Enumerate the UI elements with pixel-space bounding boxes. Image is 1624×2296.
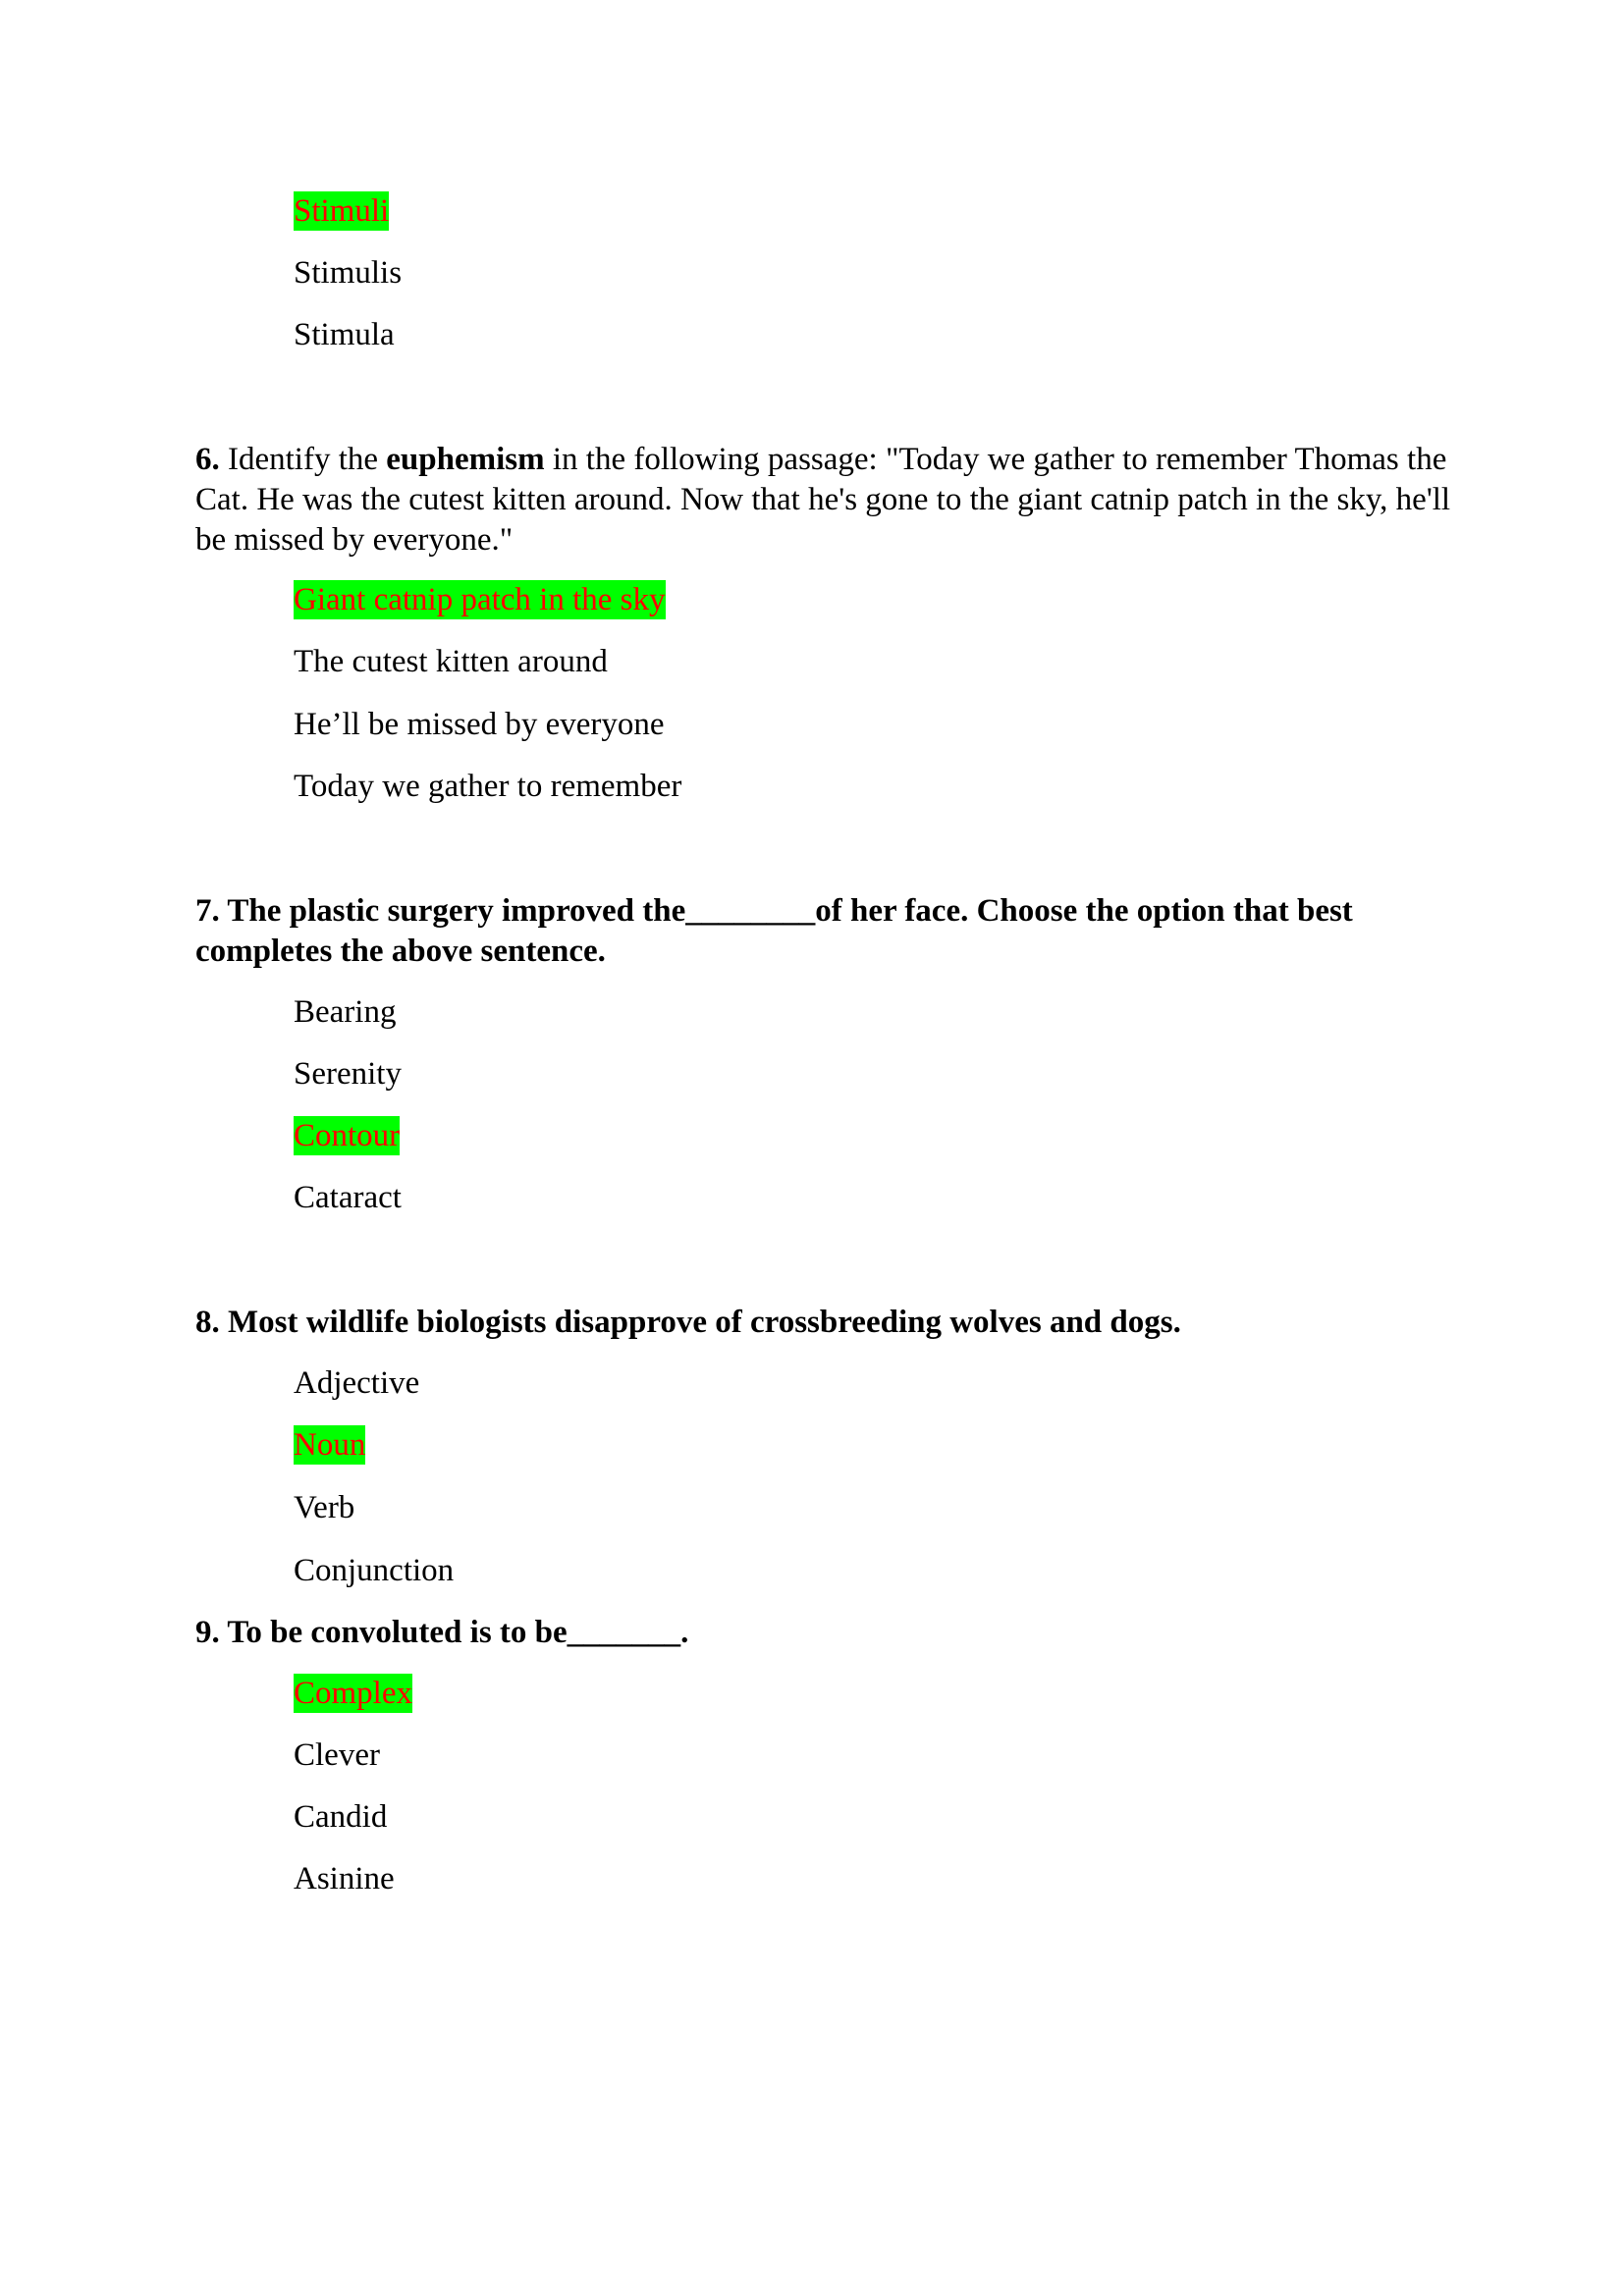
question-text: of her face. Choose the option that best completes the above sentence. xyxy=(195,893,1353,969)
q8-option: Adjective xyxy=(294,1365,420,1401)
q9-option-correct: Complex xyxy=(294,1676,412,1711)
q7-option-correct: Contour xyxy=(294,1118,401,1153)
q5-option: Stimulis xyxy=(294,255,403,291)
question-9 xyxy=(195,1613,1472,1653)
question-text: 9. To be convoluted is to be xyxy=(195,1615,568,1650)
q6-option: The cutest kitten around xyxy=(294,644,608,679)
q6-option-correct: Giant catnip patch in the sky xyxy=(294,582,666,617)
q5-option: Stimula xyxy=(294,317,395,352)
q9-option: Asinine xyxy=(294,1861,395,1896)
q8-option-correct: Noun xyxy=(294,1427,366,1463)
q5-option-correct: Stimuli xyxy=(294,193,390,229)
q8-option: Conjunction xyxy=(294,1553,455,1588)
question-text: . xyxy=(680,1615,689,1650)
question-number: 6. xyxy=(195,442,220,477)
question-text: in the following passage: "Today we gather to remember Thomas the Cat. He was the cutest kitten around. Now that he's gone to the giant catnip patch in the sky, he'll be missed by everyone." xyxy=(195,442,1451,558)
fill-blank: _______ xyxy=(567,1615,681,1650)
q7-option: Cataract xyxy=(294,1180,402,1215)
q9-option: Candid xyxy=(294,1799,388,1835)
question-keyword: euphemism xyxy=(386,442,545,477)
fill-blank: ________ xyxy=(685,893,816,929)
q8-option: Verb xyxy=(294,1490,355,1525)
q7-option: Bearing xyxy=(294,994,397,1030)
q6-option: He’ll be missed by everyone xyxy=(294,707,665,742)
q6-option: Today we gather to remember xyxy=(294,769,682,804)
question-text: 7. The plastic surgery improved the xyxy=(195,893,686,929)
question-6 xyxy=(195,440,1472,561)
question-8: 8. Most wildlife biologists disapprove of crossbreeding wolves and dogs. xyxy=(195,1305,1181,1340)
question-text: Identify the xyxy=(219,442,387,477)
q9-option: Clever xyxy=(294,1737,380,1773)
question-7 xyxy=(195,891,1472,972)
q7-option: Serenity xyxy=(294,1056,402,1092)
